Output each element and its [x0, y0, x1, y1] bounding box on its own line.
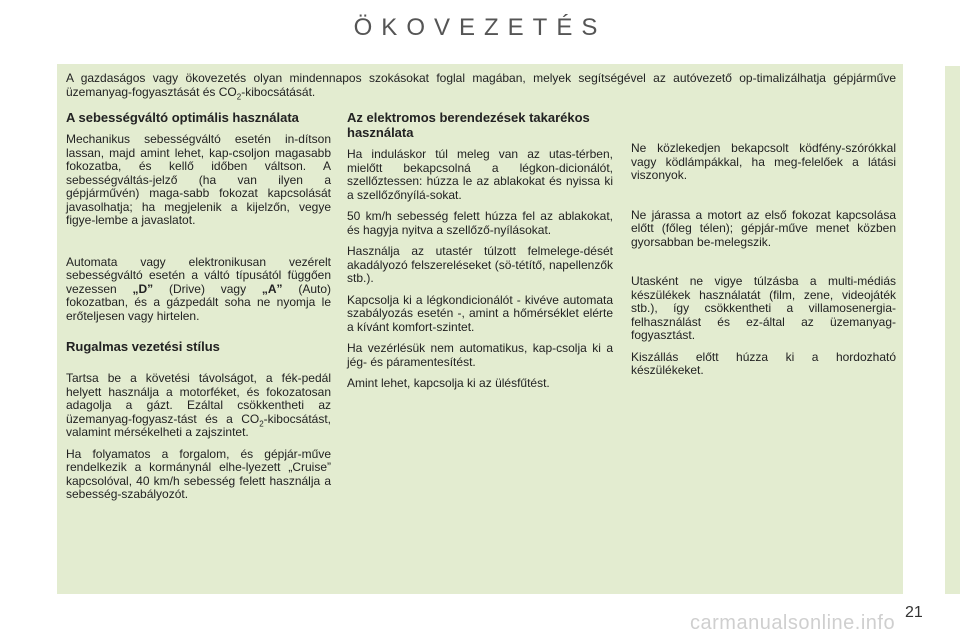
paragraph-air-conditioning: Kapcsolja ki a légkondicionálót - kivéve automata szabályozás esetén -, amint a hőmérséklet elérte a kívánt komfort-szintet.: [347, 292, 613, 334]
paragraph-manual-gearbox: Mechanikus sebességváltó esetén in-dítson lassan, majd amint lehet, kap-csoljon magasabb fokozatba, és kellő időben váltson. A sebességváltás-jelző (ha van ilyen a gépjárművén) maga-sabb fokozat kapcsolását javasolhatja; ha megjelenik a kijelzőn, vegye figye-lembe a javaslatot.: [66, 132, 331, 227]
paragraph-seat-heating: Amint lehet, kapcsolja ki az ülésfűtést.: [347, 376, 550, 390]
paragraph-following-distance: Tartsa be a követési távolságot, a fék-pedál helyett használja a motorféket, és fokozatosan adagolja a gázt. Ezáltal csökkentheti az üzemanyag-fogyasz-tást és a $CO_2$-kibocsátást, valamint mérsékelheti a zajszintet.: [66, 371, 331, 439]
page-title: ÖKOVEZETÉS: [353, 14, 607, 41]
paragraph-windows: 50 km/h sebesség felett húzza fel az ablakokat, és hagyja nyitva a szellőző-nyílásokat.: [347, 209, 613, 237]
heading-driving-style: Rugalmas vezetési stílus: [66, 339, 220, 354]
column-gearbox: [66, 110, 331, 502]
paragraph-defrost: Ha vezérlésük nem automatikus, kap-csolja ki a jég- és páramentesítést.: [347, 341, 613, 369]
paragraph-ventilation: Ha induláskor túl meleg van az utas-térben, mielőtt bekapcsolná a légkon-dicionálót, szellőztessen: húzza le az ablakokat és nyissa ki a szellőzőnyílá-sokat.: [347, 147, 613, 202]
paragraph-sun-protection: Használja az utastér túlzott felmelege-dését akadályozó felszereléseket (sö-tétítő, napellenzők stb.).: [347, 244, 613, 285]
paragraph-portable-devices: Kiszállás előtt húzza ki a hordozható készülékeket.: [631, 349, 896, 377]
paragraph-cruise-control: Ha folyamatos a forgalom, és gépjár-műve rendelkezik a kormánynál elhe-lyezett „Cruise” kapcsolóval, 40 km/h sebesség felett használja a sebesség-szabályozót.: [66, 446, 331, 501]
column-tips: [631, 142, 896, 378]
heading-electrical: Az elektromos berendezések takarékos használata: [347, 110, 590, 140]
intro-paragraph: A gazdaságos vagy ökovezetés olyan mindennapos szokásokat foglal magában, melyek segítségével az autóvezető op-timalizálhatja gépjárműve üzemanyag-fogyasztását és $CO_2$-kibocsátását.: [66, 71, 896, 102]
watermark: carmanualsonline.info: [690, 612, 896, 634]
page-number: 21: [905, 604, 923, 621]
side-tab: [945, 66, 960, 594]
heading-gearbox: A sebességváltó optimális használata: [66, 110, 299, 125]
paragraph-automatic-gearbox: Automata vagy elektronikusan vezérelt sebességváltó esetén a váltó típusától függően vezessen „D” (Drive) vagy „A” (Auto) fokozatban, és a gázpedált soha ne nyomja le erőteljesen vagy hirtelen.: [66, 254, 331, 323]
paragraph-engine-warmup: Ne járassa a motort az első fokozat kapcsolása előtt (főleg télen); gépjár-műve menet közben gyorsabban be-melegszik.: [631, 207, 896, 249]
paragraph-multimedia: Utasként ne vigye túlzásba a multi-médiás készülékek használatát (film, zene, videojáték stb.), így csökkentheti a villamosenergia-felhasználást és ez-által az üzemanyag-fogyasztást.: [631, 274, 896, 342]
column-electrical: [347, 110, 613, 391]
paragraph-fog-lights: Ne közlekedjen bekapcsolt ködfény-szórókkal vagy ködlámpákkal, ha meg-felelőek a látási viszonyok.: [631, 141, 896, 182]
